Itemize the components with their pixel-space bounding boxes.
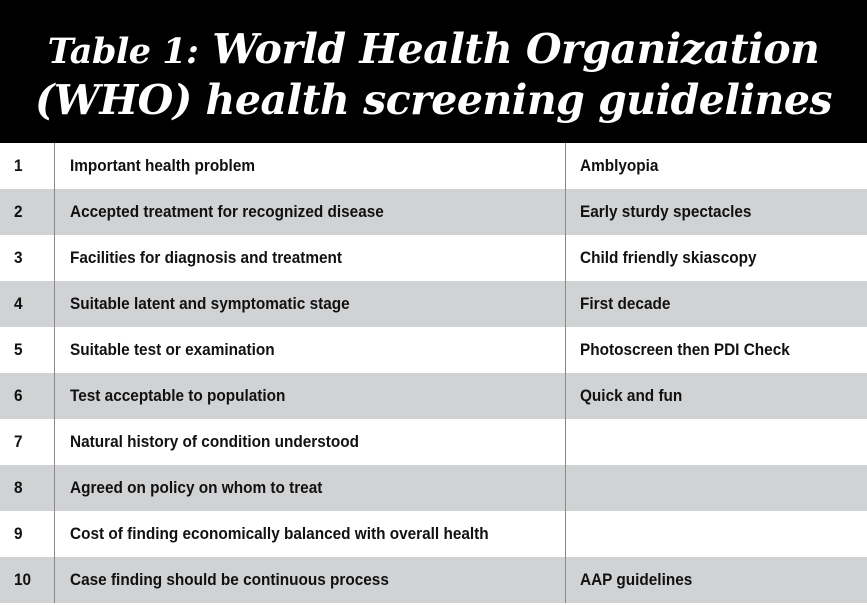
table-row: [0, 281, 867, 327]
table-row: [0, 143, 867, 189]
table-row: [0, 235, 867, 281]
application-cell: [565, 511, 867, 557]
row-number: 8: [0, 465, 54, 511]
criterion-cell: Natural history of condition understood: [54, 419, 565, 465]
criterion-cell: Important health problem: [54, 143, 565, 189]
application-cell: AAP guidelines: [565, 557, 867, 603]
criterion-cell: Facilities for diagnosis and treatment: [54, 235, 565, 281]
row-number: 3: [0, 235, 54, 281]
application-cell: Amblyopia: [579, 156, 658, 175]
row-number: 4: [0, 281, 54, 327]
table-row: [0, 327, 867, 373]
application-cell: Photoscreen then PDI Check: [579, 340, 790, 359]
criterion-cell: Test acceptable to population: [54, 373, 565, 419]
guidelines-table: [0, 143, 867, 603]
criterion-cell: Agreed on policy on whom to treat: [54, 465, 565, 511]
criterion-cell: Suitable latent and symptomatic stage: [54, 281, 565, 327]
application-cell: [565, 419, 867, 465]
title-line-1-text: World Health Organization: [212, 25, 820, 73]
row-number: 2: [0, 189, 54, 235]
application-cell: Child friendly skiascopy: [579, 248, 757, 267]
application-cell: Quick and fun: [565, 373, 867, 419]
criterion-cell: Accepted treatment for recognized disease: [54, 189, 565, 235]
criterion-cell: Cost of finding economically balanced with overall health: [54, 511, 565, 557]
table-row: [0, 419, 867, 465]
table-row: [0, 373, 867, 419]
row-number: 10: [0, 557, 54, 603]
criterion-cell: Case finding should be continuous process: [54, 557, 565, 603]
table-row: [0, 557, 867, 603]
criterion-cell: Suitable test or examination: [54, 327, 565, 373]
title-prefix: Table 1:: [47, 31, 199, 72]
table-row: [0, 511, 867, 557]
row-number: 5: [0, 327, 54, 373]
row-number: 9: [0, 511, 54, 557]
application-cell: First decade: [565, 281, 867, 327]
row-number: 7: [0, 419, 54, 465]
table-row: [0, 189, 867, 235]
application-cell: [565, 465, 867, 511]
application-cell: Early sturdy spectacles: [565, 189, 867, 235]
table-row: [0, 465, 867, 511]
title-line-2: (WHO) health screening guidelines: [34, 76, 832, 124]
title-line-1: [48, 25, 820, 76]
table-title: [0, 0, 867, 143]
row-number: 6: [0, 373, 54, 419]
row-number: 1: [0, 143, 54, 189]
